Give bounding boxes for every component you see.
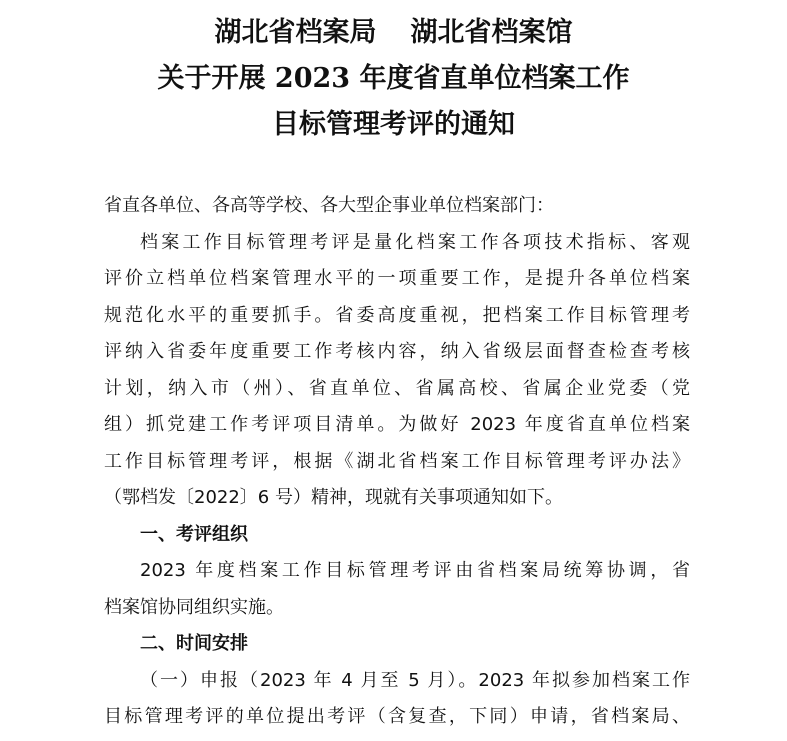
paragraph-2 [104, 553, 690, 626]
paragraph-3 [104, 663, 690, 736]
paragraph-1-line: 计划，纳入市（州）、省直单位、省属高校、省属企业党委（党 [104, 377, 690, 399]
paragraph-1-line: （鄂档发〔2022〕6 号）精神，现就有关事项通知如下。 [104, 487, 563, 508]
paragraph-1-line: 档案工作目标管理考评是量化档案工作各项技术指标、客观 [140, 231, 690, 253]
title-line-3: 目标管理考评的通知 [272, 109, 515, 140]
title-issuer-2: 湖北省档案馆 [410, 17, 573, 48]
section-2-heading: 二、时间安排 [140, 633, 248, 654]
paragraph-3-line: 目标管理考评的单位提出考评（含复查，下同）申请，省档案局、 [104, 706, 690, 727]
paragraph-2-line: 2023 年度档案工作目标管理考评由省档案局统筹协调，省 [140, 560, 690, 581]
paragraph-1-line: 评价立档单位档案管理水平的一项重要工作，是提升各单位档案 [104, 268, 690, 289]
document-title [0, 10, 787, 148]
title-issuers [0, 10, 787, 56]
paragraph-1-line: 工作目标管理考评，根据《湖北省档案工作目标管理考评办法》 [104, 450, 690, 472]
paragraph-2-line: 档案馆协同组织实施。 [104, 596, 284, 618]
paragraph-3-line: （一）申报（2023 年 4 月至 5 月）。2023 年拟参加档案工作 [140, 669, 690, 691]
section-1-heading: 一、考评组织 [140, 523, 248, 545]
title-line-2: 关于开展 2023 年度省直单位档案工作 [157, 63, 630, 94]
paragraph-1-line: 评纳入省委年度重要工作考核内容，纳入省级层面督查检查考核 [104, 341, 690, 362]
document-body [104, 188, 690, 736]
paragraph-1 [104, 225, 690, 517]
salutation: 省直各单位、各高等学校、各大型企事业单位档案部门： [104, 195, 554, 216]
paragraph-1-line: 规范化水平的重要抓手。省委高度重视，把档案工作目标管理考 [104, 304, 690, 326]
paragraph-1-line: 组）抓党建工作考评项目清单。为做好 2023 年度省直单位档案 [104, 414, 690, 435]
title-issuer-1: 湖北省档案局 [214, 17, 377, 48]
